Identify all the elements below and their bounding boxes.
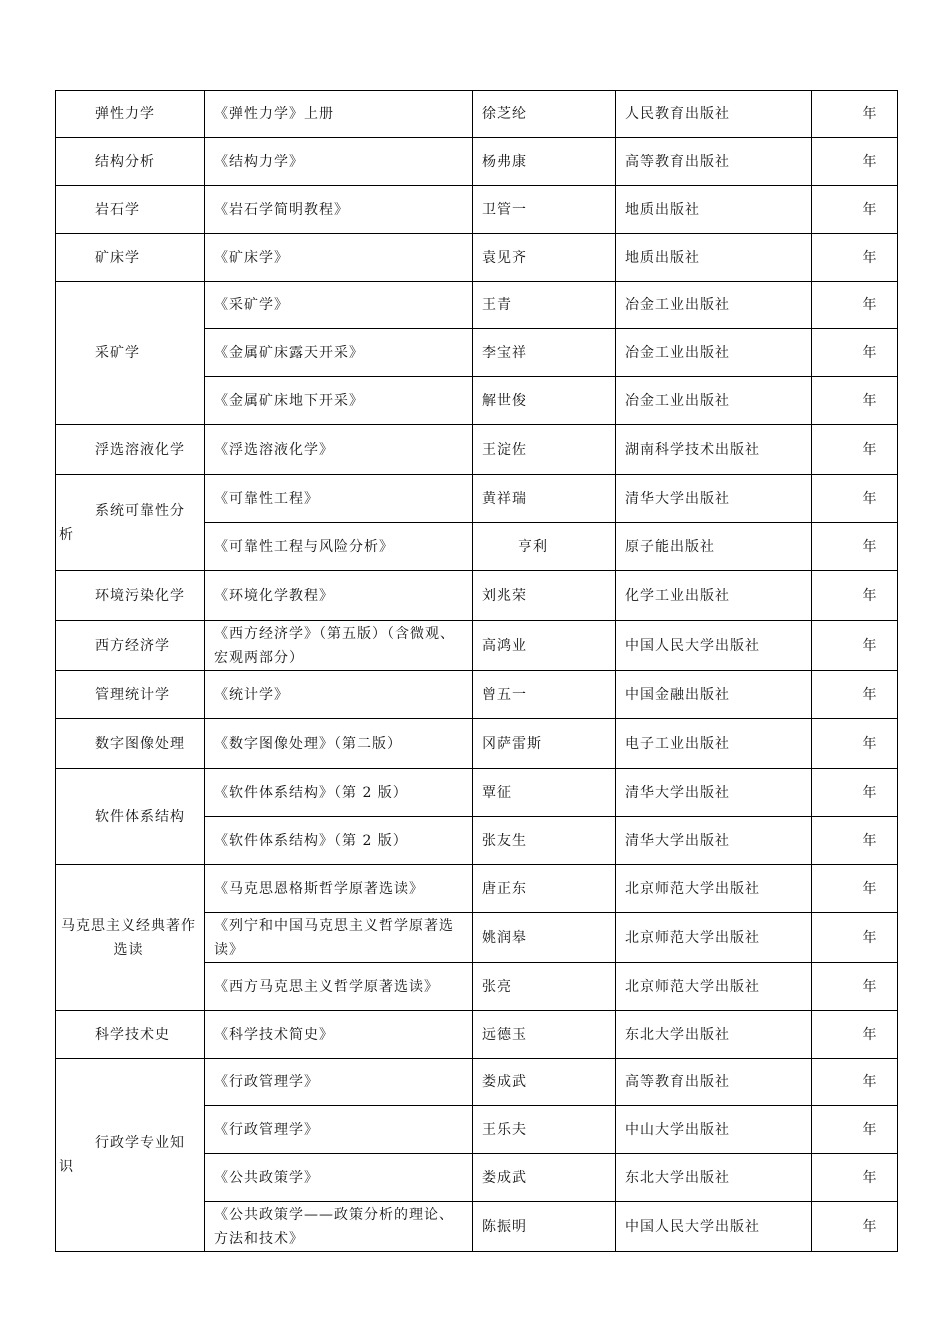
table-row — [56, 186, 898, 234]
year-cell: 年 — [812, 1059, 898, 1106]
publisher-name: 北京师范大学出版社 — [616, 913, 812, 963]
year-cell: 年 — [812, 138, 898, 186]
year-cell: 年 — [812, 475, 898, 523]
table-row — [56, 719, 898, 769]
year-cell: 年 — [812, 523, 898, 571]
publisher-name: 地质出版社 — [616, 186, 812, 234]
author-name: 覃征 — [473, 769, 616, 817]
course-name: 数字图像处理 — [56, 719, 205, 769]
book-title: 《行政管理学》 — [205, 1106, 473, 1154]
author-name: 解世俊 — [473, 377, 616, 425]
publisher-name: 清华大学出版社 — [616, 769, 812, 817]
year-cell: 年 — [812, 329, 898, 377]
course-name: 环境污染化学 — [56, 571, 205, 621]
book-title: 《可靠性工程》 — [205, 475, 473, 523]
year-cell: 年 — [812, 1011, 898, 1059]
author-name: 张友生 — [473, 817, 616, 865]
course-name: 系统可靠性分析 — [56, 475, 205, 571]
author-name: 王青 — [473, 282, 616, 329]
course-name: 管理统计学 — [56, 671, 205, 719]
table-row — [56, 475, 898, 523]
year-cell: 年 — [812, 91, 898, 138]
author-name: 陈振明 — [473, 1202, 616, 1252]
year-cell: 年 — [812, 769, 898, 817]
table-row — [56, 282, 898, 329]
publisher-name: 北京师范大学出版社 — [616, 865, 812, 913]
year-cell: 年 — [812, 377, 898, 425]
course-name: 马克思主义经典著作选读 — [56, 865, 205, 1011]
author-name: 娄成武 — [473, 1059, 616, 1106]
book-title: 《西方马克思主义哲学原著选读》 — [205, 963, 473, 1011]
book-title: 《数字图像处理》（第二版） — [205, 719, 473, 769]
year-cell: 年 — [812, 186, 898, 234]
book-title: 《金属矿床地下开采》 — [205, 377, 473, 425]
author-name: 高鸿业 — [473, 621, 616, 671]
table-row — [56, 234, 898, 282]
year-cell: 年 — [812, 621, 898, 671]
book-title: 《西方经济学》（第五版）（含微观、宏观两部分） — [205, 621, 473, 671]
author-name: 姚润皋 — [473, 913, 616, 963]
publisher-name: 清华大学出版社 — [616, 475, 812, 523]
author-name: 王乐夫 — [473, 1106, 616, 1154]
publisher-name: 东北大学出版社 — [616, 1154, 812, 1202]
book-title: 《科学技术简史》 — [205, 1011, 473, 1059]
publisher-name: 冶金工业出版社 — [616, 377, 812, 425]
publisher-name: 原子能出版社 — [616, 523, 812, 571]
author-name: 远德玉 — [473, 1011, 616, 1059]
author-name: 冈萨雷斯 — [473, 719, 616, 769]
book-title: 《公共政策学》 — [205, 1154, 473, 1202]
table-row — [56, 769, 898, 817]
publisher-name: 人民教育出版社 — [616, 91, 812, 138]
year-cell: 年 — [812, 571, 898, 621]
author-name: 刘兆荣 — [473, 571, 616, 621]
table-row — [56, 1011, 898, 1059]
course-name: 西方经济学 — [56, 621, 205, 671]
publisher-name: 冶金工业出版社 — [616, 282, 812, 329]
publisher-name: 冶金工业出版社 — [616, 329, 812, 377]
book-title: 《弹性力学》上册 — [205, 91, 473, 138]
year-cell: 年 — [812, 234, 898, 282]
table-row — [56, 621, 898, 671]
book-title: 《行政管理学》 — [205, 1059, 473, 1106]
textbook-table — [55, 90, 898, 1252]
year-cell: 年 — [812, 865, 898, 913]
book-title: 《公共政策学——政策分析的理论、方法和技术》 — [205, 1202, 473, 1252]
course-name: 岩石学 — [56, 186, 205, 234]
author-name: 娄成武 — [473, 1154, 616, 1202]
book-title: 《马克思恩格斯哲学原著选读》 — [205, 865, 473, 913]
book-title: 《环境化学教程》 — [205, 571, 473, 621]
table-row — [56, 671, 898, 719]
publisher-name: 地质出版社 — [616, 234, 812, 282]
publisher-name: 高等教育出版社 — [616, 138, 812, 186]
publisher-name: 湖南科学技术出版社 — [616, 425, 812, 475]
publisher-name: 中国人民大学出版社 — [616, 1202, 812, 1252]
author-name: 杨弗康 — [473, 138, 616, 186]
table-row — [56, 1059, 898, 1106]
year-cell: 年 — [812, 963, 898, 1011]
year-cell: 年 — [812, 1154, 898, 1202]
book-title: 《软件体系结构》（第 2 版） — [205, 769, 473, 817]
book-title: 《可靠性工程与风险分析》 — [205, 523, 473, 571]
publisher-name: 中国人民大学出版社 — [616, 621, 812, 671]
book-title: 《软件体系结构》（第 2 版） — [205, 817, 473, 865]
author-name: 王淀佐 — [473, 425, 616, 475]
book-title: 《岩石学简明教程》 — [205, 186, 473, 234]
book-title: 《金属矿床露天开采》 — [205, 329, 473, 377]
book-title: 《浮选溶液化学》 — [205, 425, 473, 475]
year-cell: 年 — [812, 425, 898, 475]
book-title: 《列宁和中国马克思主义哲学原著选读》 — [205, 913, 473, 963]
course-name: 软件体系结构 — [56, 769, 205, 865]
publisher-name: 中山大学出版社 — [616, 1106, 812, 1154]
table-row — [56, 91, 898, 138]
publisher-name: 东北大学出版社 — [616, 1011, 812, 1059]
table-row — [56, 865, 898, 913]
course-name: 浮选溶液化学 — [56, 425, 205, 475]
table-row — [56, 425, 898, 475]
year-cell: 年 — [812, 913, 898, 963]
course-name: 弹性力学 — [56, 91, 205, 138]
author-name: 卫管一 — [473, 186, 616, 234]
year-cell: 年 — [812, 1106, 898, 1154]
author-name: 唐正东 — [473, 865, 616, 913]
author-name: 袁见齐 — [473, 234, 616, 282]
publisher-name: 北京师范大学出版社 — [616, 963, 812, 1011]
publisher-name: 高等教育出版社 — [616, 1059, 812, 1106]
book-title: 《矿床学》 — [205, 234, 473, 282]
year-cell: 年 — [812, 817, 898, 865]
author-name: 黄祥瑞 — [473, 475, 616, 523]
author-name: 曾五一 — [473, 671, 616, 719]
book-title: 《统计学》 — [205, 671, 473, 719]
course-name: 结构分析 — [56, 138, 205, 186]
year-cell: 年 — [812, 282, 898, 329]
author-name: 李宝祥 — [473, 329, 616, 377]
year-cell: 年 — [812, 671, 898, 719]
book-title: 《采矿学》 — [205, 282, 473, 329]
author-name: 亨利 — [473, 523, 616, 571]
publisher-name: 电子工业出版社 — [616, 719, 812, 769]
table-row — [56, 571, 898, 621]
author-name: 张亮 — [473, 963, 616, 1011]
book-title: 《结构力学》 — [205, 138, 473, 186]
table-row — [56, 138, 898, 186]
publisher-name: 清华大学出版社 — [616, 817, 812, 865]
course-name: 行政学专业知识 — [56, 1059, 205, 1252]
year-cell: 年 — [812, 1202, 898, 1252]
publisher-name: 中国金融出版社 — [616, 671, 812, 719]
course-name: 矿床学 — [56, 234, 205, 282]
year-cell: 年 — [812, 719, 898, 769]
course-name: 采矿学 — [56, 282, 205, 425]
author-name: 徐芝纶 — [473, 91, 616, 138]
publisher-name: 化学工业出版社 — [616, 571, 812, 621]
course-name: 科学技术史 — [56, 1011, 205, 1059]
